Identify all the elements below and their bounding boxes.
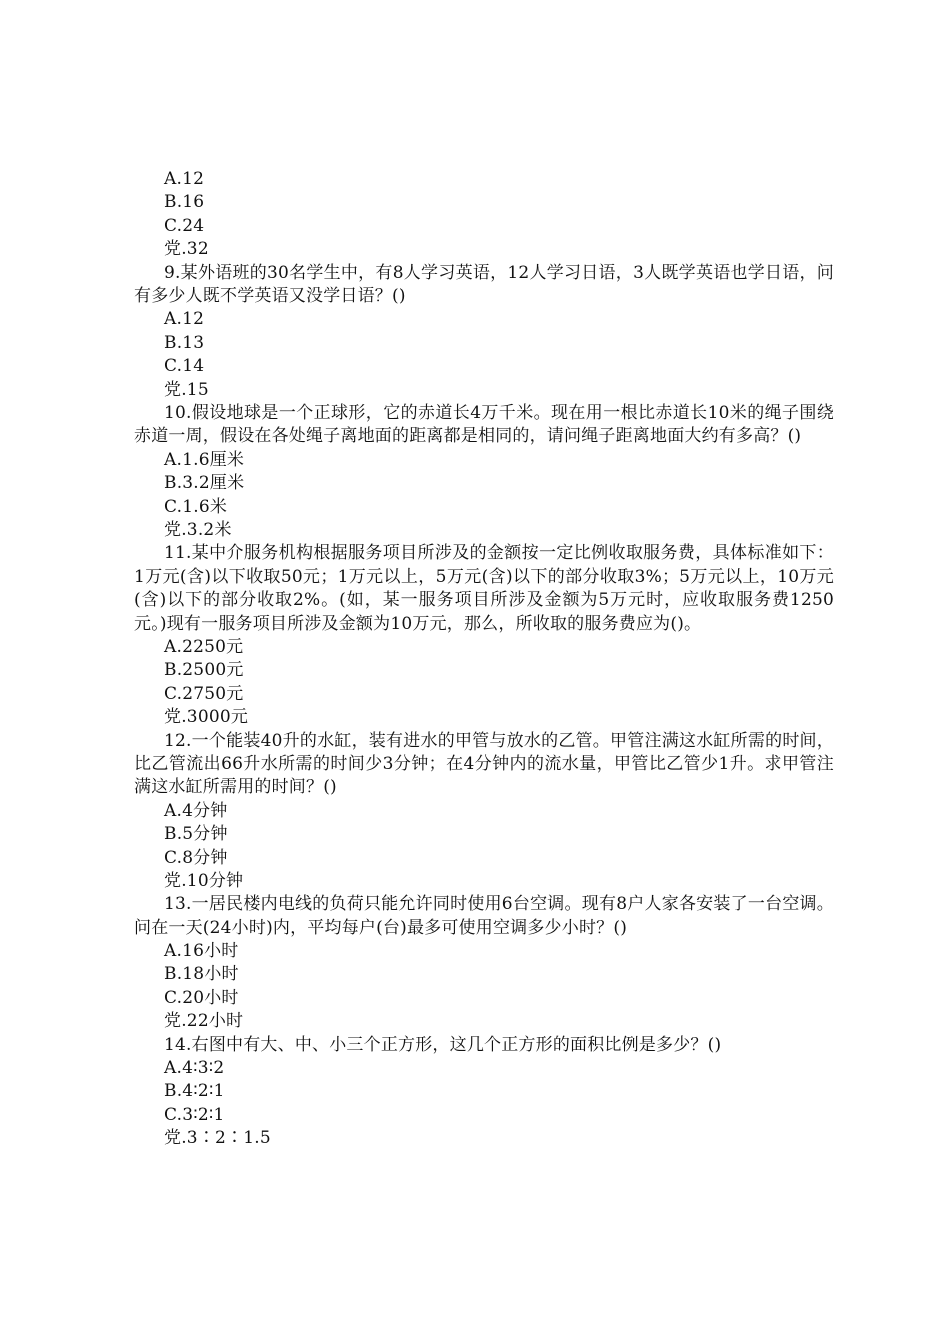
option-c: C.8分钟 [164, 847, 228, 868]
question-11 [134, 542, 834, 729]
option-a: A.12 [164, 169, 205, 189]
document-body [134, 168, 834, 1151]
option-a: A.2250元 [164, 636, 244, 657]
question-8-options [134, 168, 834, 262]
option-d: 党.3.2米 [164, 519, 232, 540]
question-14 [134, 1034, 834, 1151]
question-12 [134, 730, 834, 894]
option-b: B.18小时 [164, 964, 239, 985]
option-b: B.4∶2∶1 [164, 1081, 225, 1102]
option-c: C.24 [164, 215, 205, 236]
option-a: A.4分钟 [164, 800, 228, 821]
option-b: B.16 [164, 192, 205, 213]
question-13 [134, 893, 834, 1033]
question-10 [134, 402, 834, 542]
option-a: A.1.6厘米 [164, 449, 245, 470]
question-text: 9.某外语班的30名学生中，有8人学习英语，12人学习日语，3人既学英语也学日语，问有多少人既不学英语又没学日语？() [134, 262, 834, 306]
option-d: 党.3000元 [164, 707, 249, 728]
option-c: C.2750元 [164, 683, 244, 704]
question-text: 11.某中介服务机构根据服务项目所涉及的金额按一定比例收取服务费，具体标准如下：1万元(含)以下收取50元；1万元以上，5万元(含)以下的部分收取3%；5万元以上，10万元(含)以下的部分收取2%。(如，某一服务项目所涉及金额为5万元时，应收取服务费1250元。)现有一服务项目所涉及金额为10万元，那么，所收取的服务费应为()。 [134, 543, 834, 634]
option-c: C.14 [164, 356, 205, 377]
option-c: C.20小时 [164, 987, 239, 1008]
option-a: A.16小时 [164, 941, 239, 962]
option-c: C.1.6米 [164, 496, 228, 517]
question-text: 13.一居民楼内电线的负荷只能允许同时使用6台空调。现有8户人家各安装了一台空调。问在一天(24小时)内，平均每户(台)最多可使用空调多少小时？() [134, 894, 834, 938]
option-c: C.3∶2∶1 [164, 1104, 225, 1125]
question-text: 12.一个能装40升的水缸，装有进水的甲管与放水的乙管。甲管注满这水缸所需的时间，比乙管流出66升水所需的时间少3分钟；在4分钟内的流水量，甲管比乙管少1升。求甲管注满这水缸所需用的时间？() [134, 730, 834, 798]
question-text: 10.假设地球是一个正球形，它的赤道长4万千米。现在用一根比赤道长10米的绳子围绕赤道一周，假设在各处绳子离地面的距离都是相同的，请问绳子距离地面大约有多高？() [134, 402, 834, 447]
option-b: B.13 [164, 332, 205, 353]
option-a: A.12 [164, 309, 205, 330]
option-d: 党.3∶2∶1.5 [164, 1128, 271, 1149]
option-d: 党.15 [164, 379, 209, 400]
option-d: 党.22小时 [164, 1011, 244, 1032]
option-d: 党.10分钟 [164, 870, 244, 891]
option-b: B.3.2厘米 [164, 473, 245, 494]
option-b: B.5分钟 [164, 824, 228, 845]
question-9 [134, 262, 834, 402]
option-d: 党.32 [164, 239, 209, 260]
option-b: B.2500元 [164, 660, 244, 681]
question-text: 14.右图中有大、中、小三个正方形，这几个正方形的面积比例是多少？() [164, 1034, 722, 1055]
option-a: A.4∶3∶2 [164, 1058, 225, 1079]
